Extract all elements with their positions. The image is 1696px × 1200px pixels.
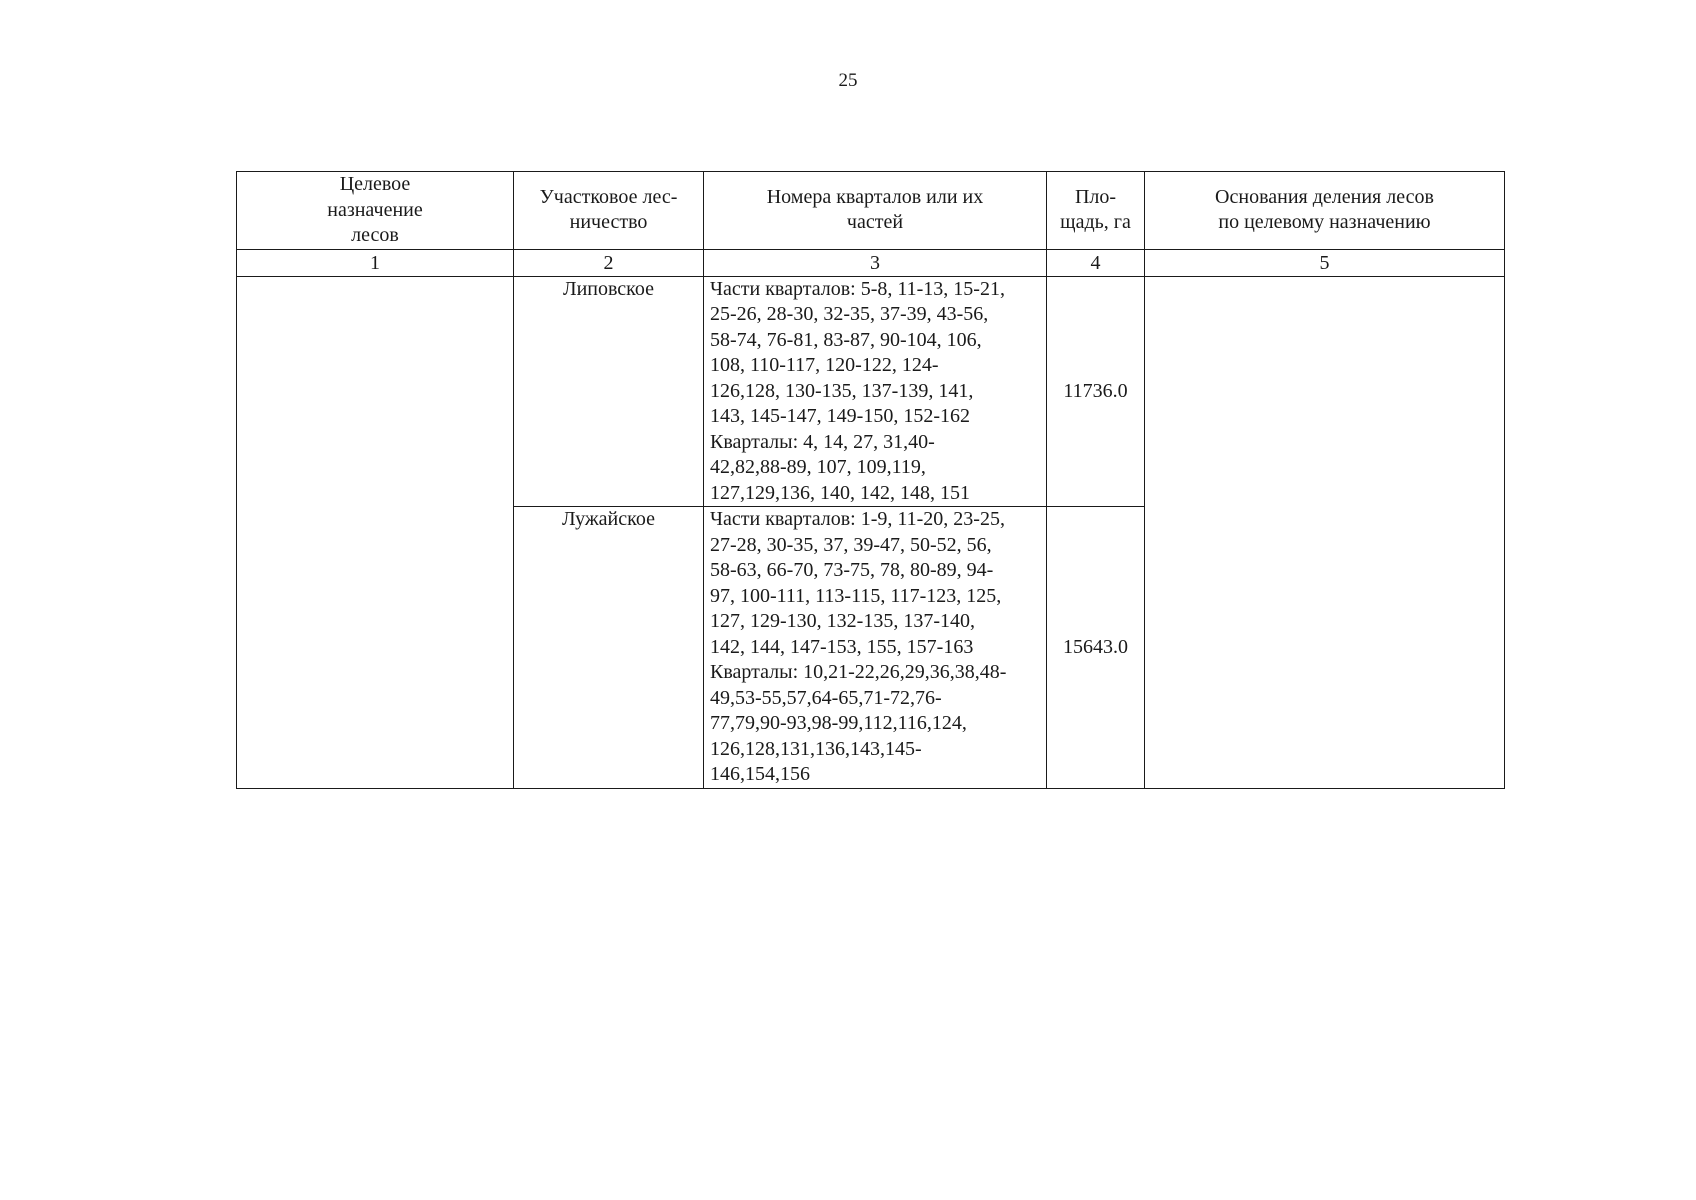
quarters-line: Части кварталов: 5-8, 11-13, 15-21, (710, 277, 1005, 300)
quarters-line: 27-28, 30-35, 37, 39-47, 50-52, 56, (710, 533, 992, 556)
header-quarters (704, 172, 1047, 250)
header-text: Пло- (1074, 185, 1117, 208)
quarters-line: 108, 110-117, 120-122, 124- (710, 354, 939, 376)
header-text: ничество (569, 211, 648, 234)
quarters-cell (704, 507, 1047, 789)
area-cell: 15643.0 (1047, 507, 1145, 789)
quarters-line: Части кварталов: 1-9, 11-20, 23-25, (710, 508, 1005, 530)
header-purpose (237, 172, 514, 250)
header-text: частей (846, 211, 904, 234)
quarters-line: 97, 100-111, 113-115, 117-123, 125, (710, 584, 1002, 607)
quarters-line: 25-26, 28-30, 32-35, 37-39, 43-56, (710, 303, 989, 325)
quarters-line: 49,53-55,57,64-65,71-72,76- (710, 686, 942, 709)
quarters-line: 77,79,90-93,98-99,112,116,124, (710, 712, 967, 734)
quarters-line: Кварталы: 10,21-22,26,29,36,38,48- (710, 661, 1007, 683)
district-cell: Липовское (514, 276, 704, 507)
column-number-row (237, 249, 1505, 276)
quarters-line: 142, 144, 147-153, 155, 157-163 (710, 635, 974, 658)
quarters-line: 146,154,156 (710, 763, 810, 785)
quarters-line: 126,128, 130-135, 137-139, 141, (710, 379, 974, 402)
column-number: 1 (237, 249, 514, 276)
forest-division-table (236, 171, 1505, 789)
quarters-line: 127,129,136, 140, 142, 148, 151 (710, 481, 970, 504)
quarters-line: 126,128,131,136,143,145- (710, 737, 922, 760)
header-text: лесов (351, 224, 399, 246)
quarters-line: 127, 129-130, 132-135, 137-140, (710, 610, 975, 632)
quarters-line: 58-74, 76-81, 83-87, 90-104, 106, (710, 328, 982, 351)
page-number: 25 (838, 70, 858, 91)
quarters-line: 143, 145-147, 149-150, 152-162 (710, 405, 970, 427)
header-text: назначение (327, 198, 423, 221)
table-row (237, 276, 1505, 507)
header-text: Основания деления лесов (1215, 185, 1434, 208)
quarters-cell (704, 276, 1047, 507)
table-header-row (237, 172, 1505, 250)
quarters-line: 58-63, 66-70, 73-75, 78, 80-89, 94- (710, 559, 994, 581)
column-number: 3 (704, 249, 1047, 276)
area-cell: 11736.0 (1047, 276, 1145, 507)
header-text: Участковое лес- (539, 185, 678, 208)
district-cell: Лужайское (514, 507, 704, 789)
header-text: Номера кварталов или их (766, 185, 984, 208)
header-district (514, 172, 704, 250)
purpose-cell (237, 276, 514, 788)
column-number: 2 (514, 249, 704, 276)
header-area (1047, 172, 1145, 250)
column-number: 4 (1047, 249, 1145, 276)
column-number: 5 (1145, 249, 1505, 276)
quarters-line: 42,82,88-89, 107, 109,119, (710, 456, 926, 478)
header-text: щадь, га (1060, 211, 1131, 234)
header-text: по целевому назначению (1218, 211, 1431, 234)
header-basis (1145, 172, 1505, 250)
basis-cell (1145, 276, 1505, 788)
quarters-line: Кварталы: 4, 14, 27, 31,40- (710, 430, 935, 453)
header-text: Целевое (339, 173, 411, 195)
